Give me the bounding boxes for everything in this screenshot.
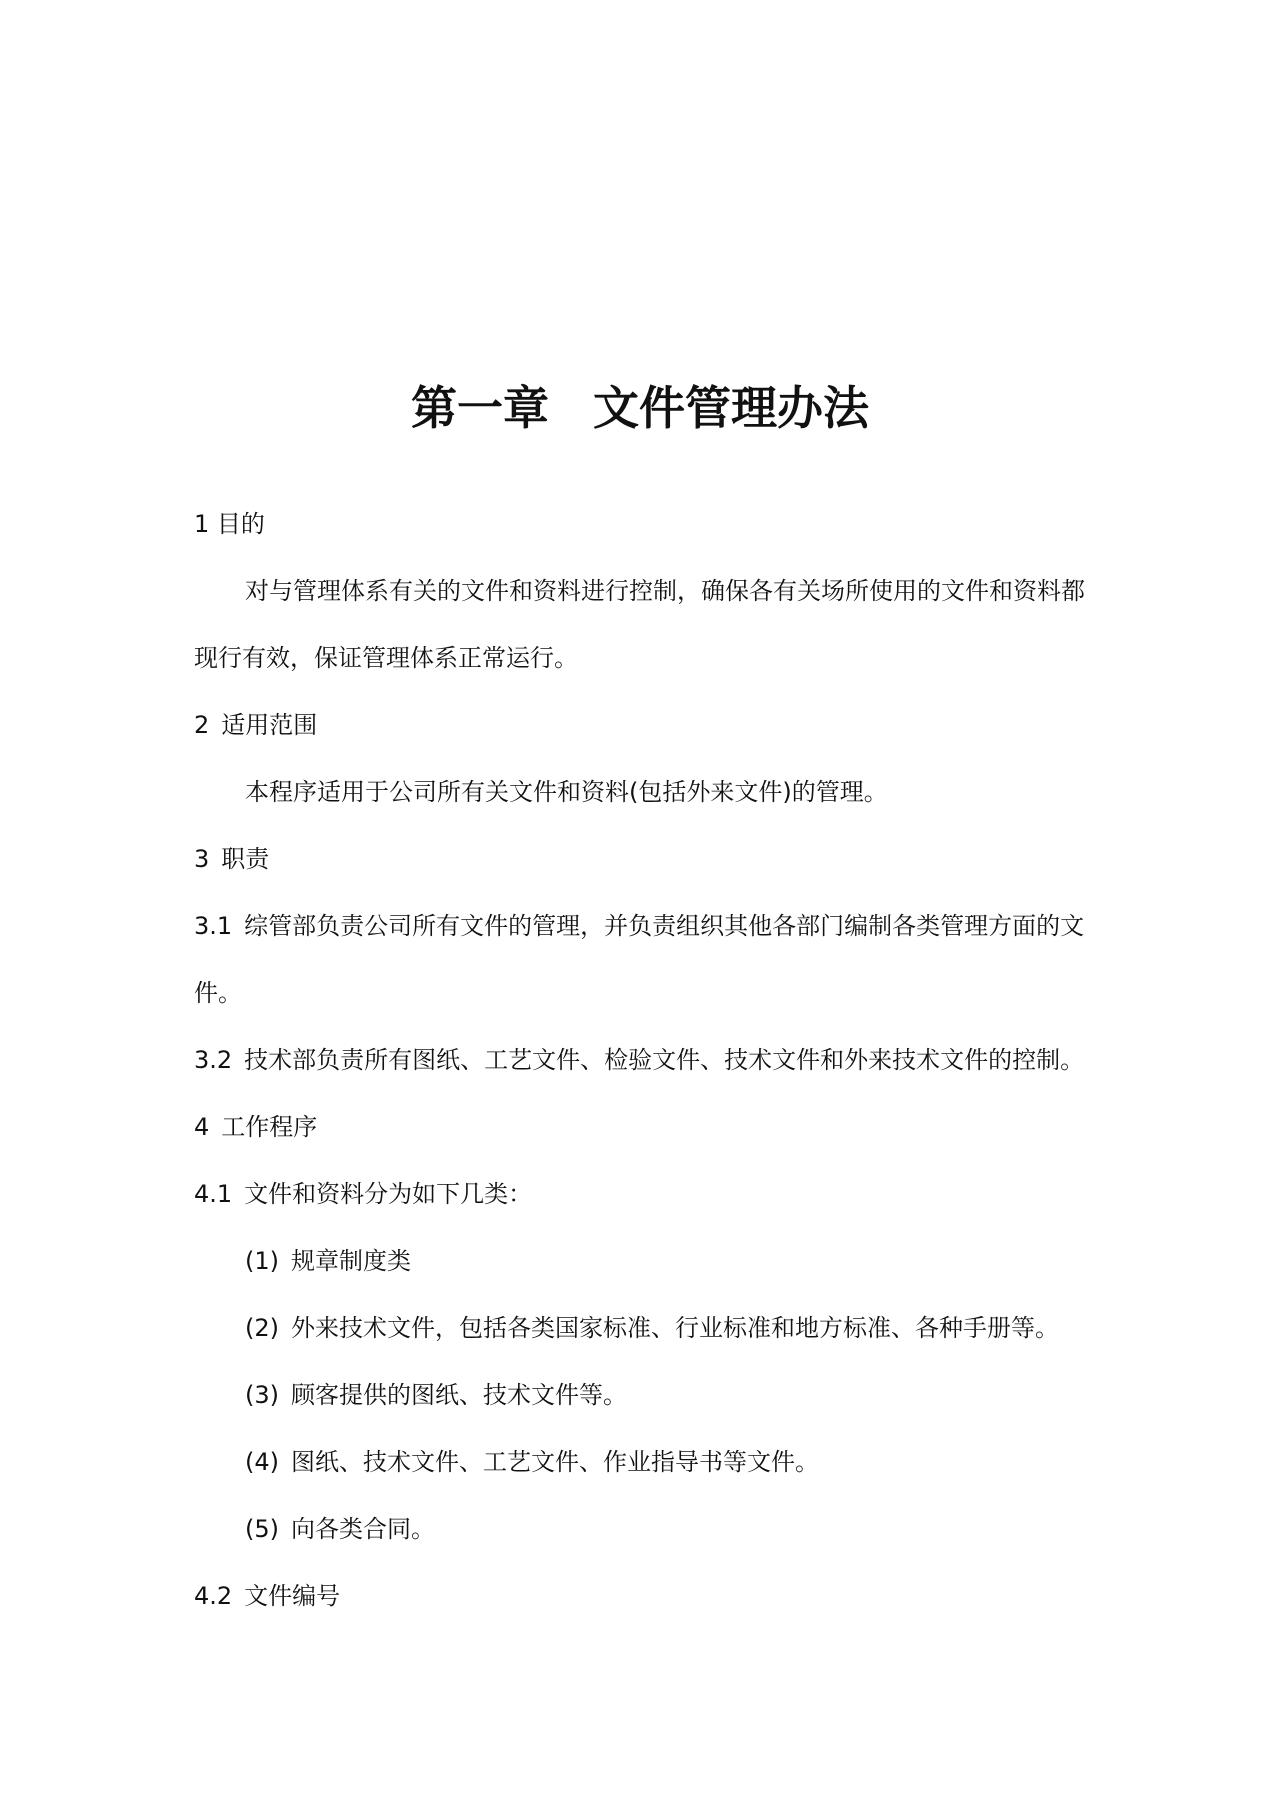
section-number: 2 [194, 711, 210, 739]
section-1-heading: 1 目的 [194, 510, 265, 538]
list-item [245, 1445, 819, 1479]
page-title [0, 378, 1280, 438]
section-2-body: 本程序适用于公司所有关文件和资料(包括外来文件)的管理。 [245, 778, 888, 806]
section-title: 工作程序 [221, 1113, 318, 1141]
section-2-heading [194, 708, 317, 742]
subsection-text: 综管部负责公司所有文件的管理，并负责组织其他各部门编制各类管理方面的文 [244, 912, 1085, 940]
section-3-1-line-2: 件。 [194, 979, 242, 1007]
list-item-number: (2) [245, 1314, 279, 1342]
section-4-2-heading [194, 1579, 340, 1613]
list-item-number: (1) [245, 1247, 279, 1275]
section-1-body-line-1: 对与管理体系有关的文件和资料进行控制，确保各有关场所使用的文件和资料都 [245, 577, 1085, 605]
subsection-number: 3.2 [194, 1046, 233, 1074]
section-number: 3 [194, 845, 210, 873]
subsection-number: 4.1 [194, 1180, 233, 1208]
list-item [245, 1311, 1059, 1345]
list-item-number: (5) [245, 1515, 279, 1543]
section-title: 适用范围 [221, 711, 318, 739]
chapter-number: 第一章 [411, 381, 549, 435]
section-3-1-line-1 [194, 909, 1084, 943]
subsection-number: 4.2 [194, 1582, 233, 1610]
section-4-heading [194, 1110, 317, 1144]
section-title: 职责 [221, 845, 270, 873]
list-item-text: 顾客提供的图纸、技术文件等。 [291, 1381, 627, 1409]
list-item-text: 规章制度类 [291, 1247, 411, 1275]
list-item [245, 1512, 435, 1546]
list-item-text: 图纸、技术文件、工艺文件、作业指导书等文件。 [291, 1448, 819, 1476]
list-item-text: 外来技术文件，包括各类国家标准、行业标准和地方标准、各种手册等。 [291, 1314, 1059, 1342]
section-4-1 [194, 1177, 532, 1211]
list-item [245, 1244, 411, 1278]
section-number: 4 [194, 1113, 210, 1141]
subsection-number: 3.1 [194, 912, 233, 940]
list-item [245, 1378, 627, 1412]
list-item-number: (3) [245, 1381, 279, 1409]
list-item-text: 向各类合同。 [291, 1515, 435, 1543]
list-item-number: (4) [245, 1448, 279, 1476]
section-3-heading [194, 842, 269, 876]
chapter-title: 文件管理办法 [593, 381, 869, 435]
subsection-title: 文件编号 [244, 1582, 341, 1610]
section-3-2 [194, 1043, 1084, 1077]
subsection-text: 文件和资料分为如下几类： [244, 1180, 533, 1208]
section-1-body-line-2: 现行有效，保证管理体系正常运行。 [194, 644, 578, 672]
subsection-text: 技术部负责所有图纸、工艺文件、检验文件、技术文件和外来技术文件的控制。 [244, 1046, 1085, 1074]
